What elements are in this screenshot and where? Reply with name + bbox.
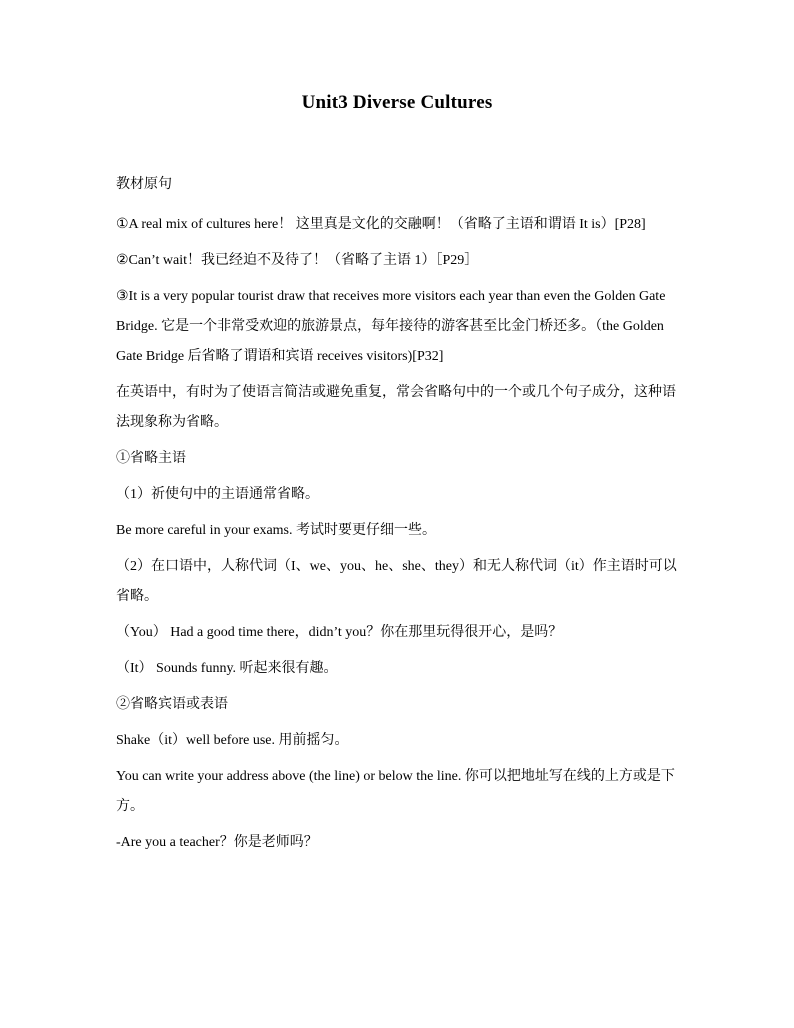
example-sentence-1: ①A real mix of cultures here！ 这里真是文化的交融啊！（省略了主语和谓语 It is）[P28] — [116, 217, 646, 232]
example-teacher: -Are you a teacher？你是老师吗？ — [116, 835, 318, 850]
section-heading-textbook-sentences: 教材原句 — [116, 177, 172, 192]
example-it: （It） Sounds funny. 听起来很有趣。 — [116, 661, 338, 676]
example-sentence-2: ②Can’t wait！我已经迫不及待了！（省略了主语 1）［P29］ — [116, 253, 479, 268]
heading-omit-subject: ①省略主语 — [116, 451, 186, 466]
document-body — [116, 170, 682, 864]
ellipsis-definition: 在英语中，有时为了使语言简洁或避免重复，常会省略句中的一个或几个句子成分，这种语法现象称为省略。 — [116, 385, 676, 430]
rule-spoken-pronouns: （2）在口语中，人称代词（I、we、you、he、she、they）和无人称代词（it）作主语时可以省略。 — [116, 559, 677, 604]
example-sentence-3: ③It is a very popular tourist draw that receives more visitors each year than even the Golden Gate Bridge. 它是一个非常受欢迎的旅游景点，每年接待的游客甚至比金门桥还多。（the Golden Gate Bridge 后省略了谓语和宾语 receives visitors)[P32] — [116, 289, 666, 364]
example-address: You can write your address above (the line) or below the line. 你可以把地址写在线的上方或是下方。 — [116, 769, 675, 814]
example-you: （You） Had a good time there，didn’t you？你在那里玩得很开心，是吗？ — [116, 625, 563, 640]
heading-omit-object: ②省略宾语或表语 — [116, 697, 228, 712]
document-title: Unit3 Diverse Cultures — [301, 92, 493, 113]
example-shake: Shake（it）well before use. 用前摇匀。 — [116, 733, 349, 748]
rule-imperative: （1）祈使句中的主语通常省略。 — [116, 487, 319, 502]
example-imperative: Be more careful in your exams. 考试时要更仔细一些。 — [116, 523, 436, 538]
